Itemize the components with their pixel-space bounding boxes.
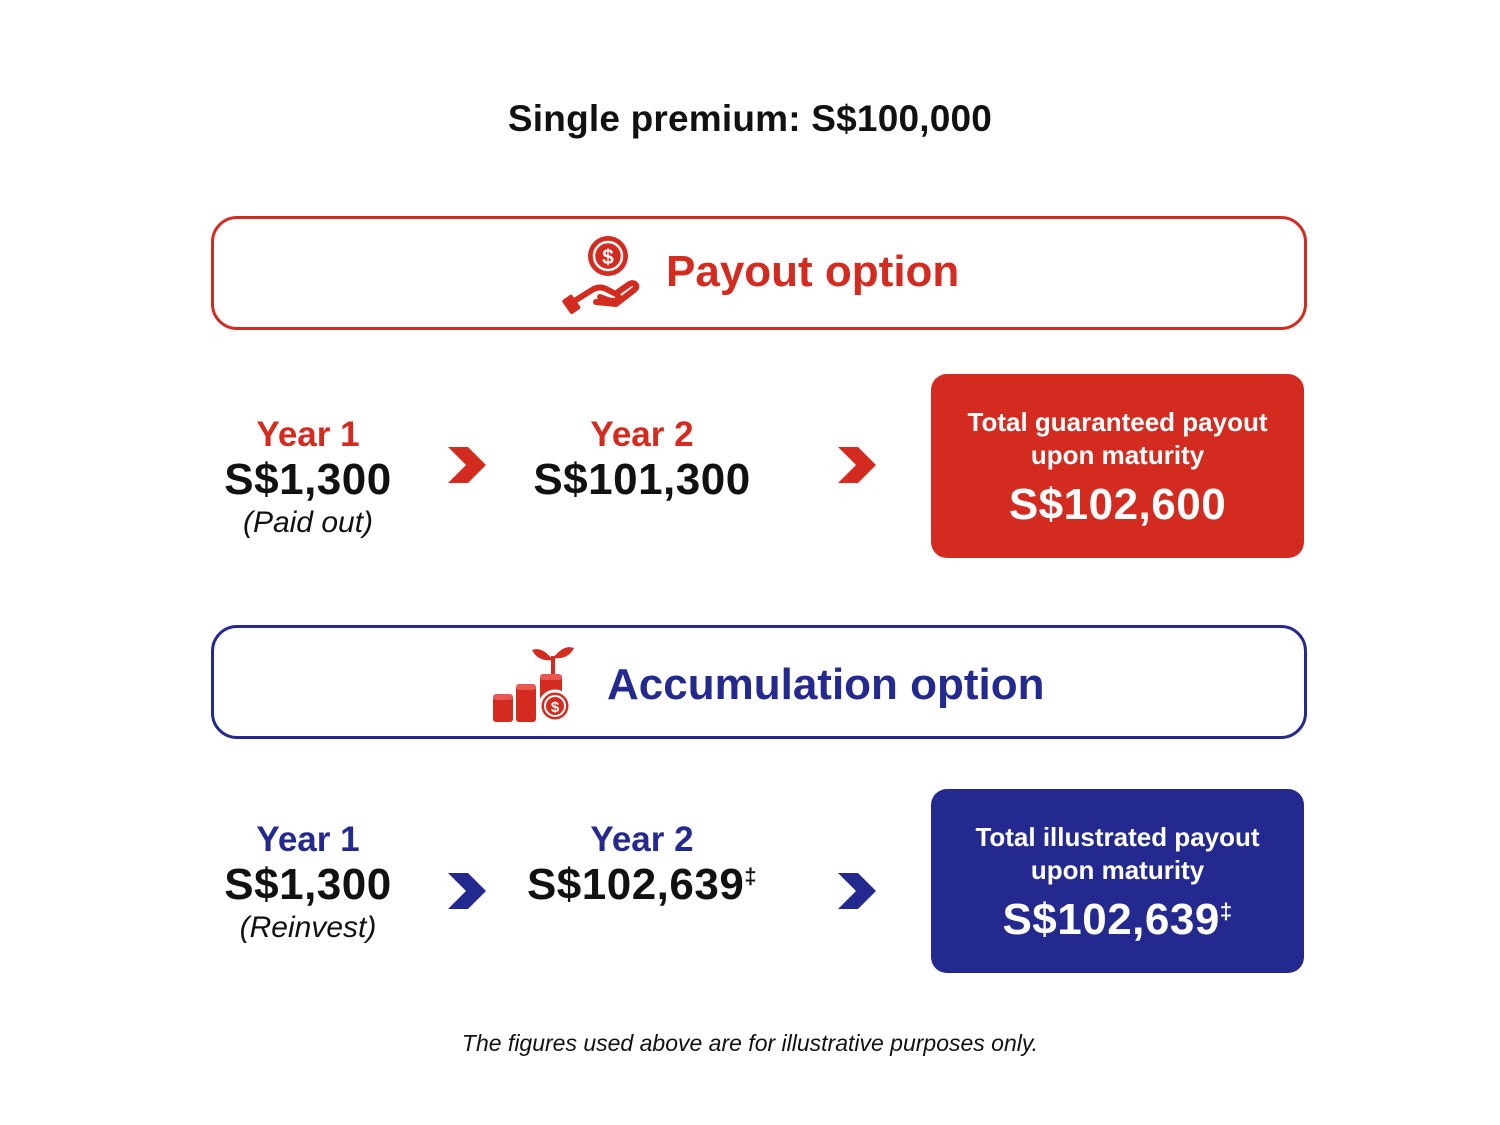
- accumulation-total-label-line1: Total illustrated payout: [975, 822, 1260, 852]
- payout-total-label: [931, 374, 1304, 472]
- payout-total-label-line1: Total guaranteed payout: [967, 407, 1268, 437]
- double-dagger-mark: ‡: [744, 863, 758, 889]
- accumulation-total-label-line2: upon maturity: [1030, 855, 1205, 885]
- hand-coin-icon: [562, 234, 640, 314]
- accumulation-total-label: [931, 789, 1304, 887]
- accumulation-year1-label: Year 1: [256, 820, 360, 859]
- accumulation-year1-note: (Reinvest): [239, 910, 377, 944]
- payout-total-label-line2: upon maturity: [1030, 440, 1205, 470]
- payout-year2: [492, 415, 792, 506]
- accumulation-year1-amount: S$1,300: [224, 860, 392, 909]
- accumulation-total-box: [931, 789, 1304, 973]
- payout-year1-note: (Paid out): [242, 505, 374, 539]
- payout-year1: [158, 415, 458, 540]
- accumulation-year2-value: S$102,639: [526, 860, 745, 909]
- accumulation-total-value: S$102,639: [1002, 895, 1220, 944]
- accumulation-year2: [492, 820, 792, 911]
- payout-year1-label: Year 1: [256, 415, 360, 454]
- footnote: The figures used above are for illustrative purposes only.: [461, 1030, 1039, 1056]
- accumulation-option-label: Accumulation option: [607, 660, 1045, 709]
- payout-year1-amount: S$1,300: [224, 455, 392, 504]
- accumulation-year2-amount: [492, 860, 792, 911]
- payout-year2-label: Year 2: [590, 415, 694, 454]
- payout-year2-amount: S$101,300: [533, 455, 751, 504]
- chevron-right-icon: [446, 871, 488, 911]
- svg-text:$: $: [550, 699, 560, 716]
- accumulation-year2-label: Year 2: [590, 820, 694, 859]
- page-title: Single premium: S$100,000: [507, 98, 993, 139]
- payout-total-box: [931, 374, 1304, 558]
- payout-option-label: Payout option: [666, 247, 960, 296]
- coin-stack-plant-icon: [490, 642, 578, 726]
- double-dagger-mark: ‡: [1219, 898, 1233, 924]
- chevron-right-icon: [446, 445, 488, 485]
- accumulation-year1: [158, 820, 458, 945]
- chevron-right-icon: [836, 871, 878, 911]
- svg-text:$: $: [602, 246, 614, 269]
- chevron-right-icon: [836, 445, 878, 485]
- accumulation-total-value-wrap: [931, 895, 1304, 945]
- payout-total-value: S$102,600: [1008, 480, 1227, 529]
